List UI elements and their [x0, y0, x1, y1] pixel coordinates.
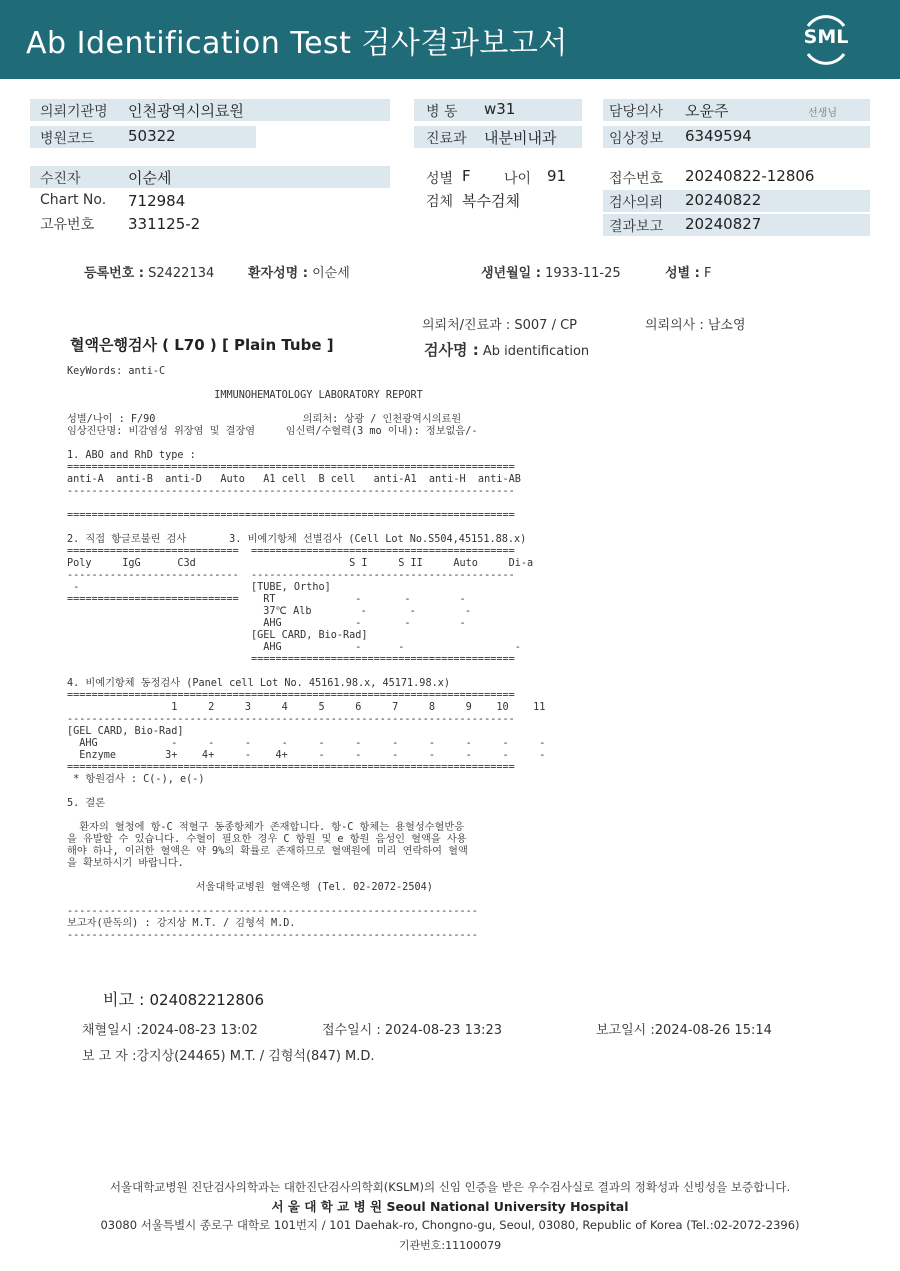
- accept-label: 접수일시 :: [322, 1023, 381, 1038]
- patient-value: 이순세: [128, 169, 172, 187]
- report-sex-line: [665, 262, 711, 281]
- report-time-label: 보고일시 :: [596, 1023, 655, 1038]
- footer-address: 03080 서울특별시 종로구 대학로 101번지 / 101 Daehak-ro, Chongno-gu, Seoul, 03080, Republic of Korea (Tel.:02-2072-2396): [100, 1218, 800, 1232]
- reg-line: [84, 262, 214, 281]
- patient-bar: [30, 166, 390, 188]
- section-title: 혈액은행검사 ( L70 ) [ Plain Tube ]: [70, 336, 334, 354]
- doctor-suffix: 선생님: [808, 108, 837, 119]
- name-line: [248, 262, 350, 281]
- patient-label: 수진자: [40, 171, 81, 187]
- referrer-line: 의뢰처/진료과 : S007 / CP: [422, 318, 577, 333]
- test-label: 검사명 :: [424, 341, 479, 359]
- dept-label: 진료과: [426, 131, 467, 147]
- request-label: 검사의뢰: [609, 195, 664, 211]
- lab-report-body: KeyWords: anti-C IMMUNOHEMATOLOGY LABORATORY REPORT 성별/나이 : F/90 의뢰처: 상광 / 인천광역시의료원 임상진단명: 비감염성 위장염 및 결장염 임신력/수혈력(3 mo 이내): 정보없음/- 1. ABO and RhD type : ========================================================================= anti-A anti-B anti-D Auto A1 cell B cell anti-A1 anti-H anti-AB ------------------------------------------------------------------------- ========================================================================= 2. 직접 항글로불린 검사 3. 비예기항체 선별검사 (Cell Lot No.S504,45151.88.x) ============================ =========================================== Poly IgG C3d S I S II Auto Di-a ---------------------------- ------------------------------------------- - [TUBE, Ortho] ============================ RT - - - 37℃ Alb - - - AHG - - - [GEL CARD, Bio-Rad] AHG - - - =========================================== 4. 비예기항체 동정검사 (Panel cell Lot No. 45161.98.x, 45171.98.x) ========================================================================= 1 2 3 4 5 6 7 8 9 10 11 ------------------------------------------------------------------------- [GEL CARD, Bio-Rad] AHG - - - - - - - - - - - Enzyme 3+ 4+ - 4+ - - - - - - - ========================================================================= * 항원검사 : C(-), e(-) 5. 결론 환자의 혈청에 항-C 적혈구 동종항체가 존재합니다. 항-C 항체는 용혈성수혈반응 을 유발할 수 있습니다. 수혈이 필요한 경우 C 항원 및 e 항원 음성인 혈액을 사용 해야 하나, 이러한 혈액은 약 9%의 확률로 존재하므로 혈액원에 미리 연락하여 혈액 을 확보하시기 바랍니다. 서울대학교병원 혈액은행 (Tel. 02-2072-2504) ------------------------------------------------------------------- 보고자(판독의) : 강지상 M.T. / 김형석 M.D. -------------------------------------------------------------------: [67, 366, 546, 941]
- ward-label: 병 동: [426, 104, 458, 120]
- reg-value: S2422134: [148, 266, 215, 281]
- collect-label: 채혈일시 :: [82, 1023, 141, 1038]
- specimen-label: 검체: [426, 194, 454, 210]
- remark-value: 024082212806: [149, 991, 265, 1009]
- collect-line: [82, 1019, 258, 1038]
- dob-label: 생년월일 :: [481, 266, 541, 281]
- doctor-value: 오윤주: [685, 102, 729, 120]
- test-name-value: Ab identification: [482, 344, 590, 359]
- code-label: 병원코드: [40, 131, 95, 147]
- ward-value: w31: [484, 100, 516, 118]
- request-value: 20240822: [685, 191, 762, 209]
- sex-value: F: [462, 167, 471, 185]
- receipt-label: 접수번호: [609, 171, 664, 187]
- reporter-label: 보 고 자 :: [82, 1049, 137, 1064]
- footer-institution-number: 기관번호:11100079: [398, 1239, 502, 1252]
- remark-line: [103, 987, 264, 1010]
- clinical-value: 6349594: [685, 127, 752, 145]
- doctor-label: 담당의사: [609, 104, 664, 120]
- reporter-line: [82, 1045, 375, 1064]
- institution-label: 의뢰기관명: [40, 104, 108, 120]
- ref-doctor-line: 의뢰의사 : 남소영: [645, 318, 746, 333]
- age-label: 나이: [504, 171, 532, 187]
- dept-value: 내분비내과: [484, 129, 557, 147]
- report-sex-label: 성별 :: [665, 266, 700, 281]
- reporter-value: 강지상(24465) M.T. / 김형석(847) M.D.: [136, 1049, 375, 1064]
- report-time-value: 2024-08-26 15:14: [654, 1023, 772, 1038]
- unique-value: 331125-2: [128, 215, 201, 233]
- logo-text: SML: [803, 26, 849, 48]
- report-sex-value: F: [703, 266, 712, 281]
- accept-value: 2024-08-23 13:23: [384, 1023, 503, 1038]
- reg-label: 등록번호 :: [84, 266, 144, 281]
- dob-value: 1933-11-25: [545, 266, 621, 281]
- dob-line: [481, 262, 621, 281]
- chart-label: Chart No.: [40, 192, 107, 208]
- collect-value: 2024-08-23 13:02: [140, 1023, 258, 1038]
- sex-label: 성별: [426, 171, 454, 187]
- institution-value: 인천광역시의료원: [128, 102, 244, 120]
- report-title: Ab Identification Test 검사결과보고서: [26, 26, 568, 61]
- result-label: 결과보고: [609, 219, 664, 235]
- chart-value: 712984: [128, 192, 186, 210]
- accept-line: [322, 1019, 502, 1038]
- sml-logo-icon: [800, 12, 852, 68]
- footer-hospital-name: 서 울 대 학 교 병 원 Seoul National University Hospital: [271, 1199, 629, 1214]
- code-value: 50322: [128, 127, 176, 145]
- age-value: 91: [547, 167, 567, 185]
- clinical-label: 임상정보: [609, 131, 664, 147]
- report-time-line: [596, 1019, 772, 1038]
- name-label: 환자성명 :: [248, 266, 308, 281]
- receipt-value: 20240822-12806: [685, 167, 815, 185]
- test-name-line: [424, 339, 589, 360]
- specimen-value: 복수검체: [462, 192, 520, 210]
- footer-certification: 서울대학교병원 진단검사의학과는 대한진단검사의학회(KSLM)의 신임 인증을 받은 우수검사실로 결과의 정확성과 신빙성을 보증합니다.: [109, 1180, 791, 1194]
- remark-label: 비고 :: [103, 990, 145, 1009]
- result-value: 20240827: [685, 215, 762, 233]
- name-value: 이순세: [312, 266, 350, 281]
- unique-label: 고유번호: [40, 217, 95, 233]
